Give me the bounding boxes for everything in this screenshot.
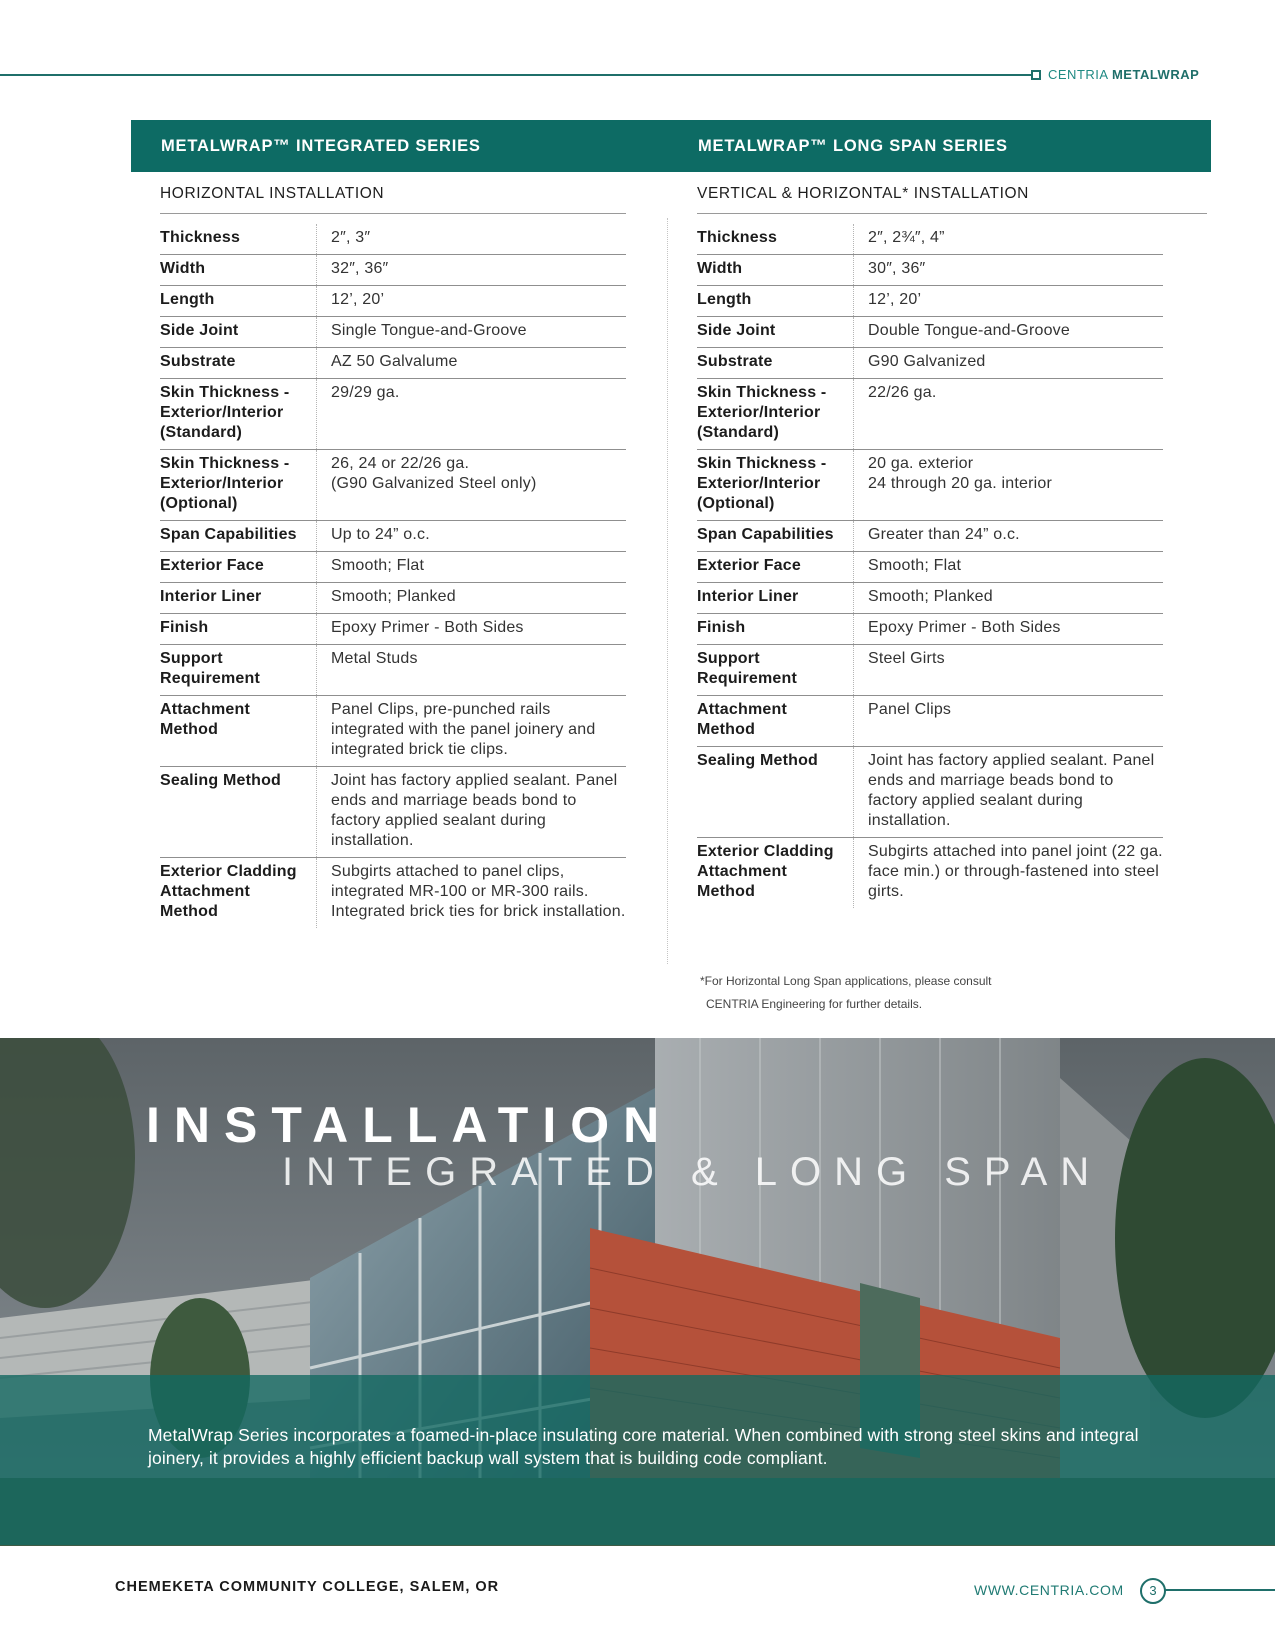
spec-value: 22/26 ga. — [854, 379, 1164, 450]
footer-website-link[interactable]: WWW.CENTRIA.COM — [974, 1582, 1124, 1598]
spec-row — [160, 583, 626, 614]
spec-row — [160, 614, 626, 645]
spec-label: Substrate — [697, 348, 854, 379]
spec-row — [160, 450, 626, 521]
spec-label: Sealing Method — [160, 767, 317, 858]
spec-value: Double Tongue-and-Groove — [854, 317, 1164, 348]
spec-label: Side Joint — [160, 317, 317, 348]
spec-row — [697, 552, 1163, 583]
integrated-series-column — [160, 185, 626, 928]
spec-value: 32″, 36″ — [317, 255, 627, 286]
spec-label: Skin Thickness - Exterior/Interior (Standard) — [160, 379, 317, 450]
spec-row — [697, 348, 1163, 379]
spec-value: AZ 50 Galvalume — [317, 348, 627, 379]
installation-title: INSTALLATION — [146, 1097, 674, 1153]
spec-label: Support Requirement — [160, 645, 317, 696]
spec-row — [697, 614, 1163, 645]
spec-value: Panel Clips, pre-punched rails integrated with the panel joinery and integrated brick tie clips. — [317, 696, 627, 767]
brand-bold: METALWRAP — [1111, 67, 1200, 82]
long-span-series-column — [697, 185, 1207, 908]
spec-value: Up to 24” o.c. — [317, 521, 627, 552]
spec-label: Support Requirement — [697, 645, 854, 696]
spec-value: Smooth; Planked — [854, 583, 1164, 614]
spec-row — [697, 838, 1163, 909]
spec-label: Thickness — [160, 224, 317, 255]
footnote-line-2: CENTRIA Engineering for further details. — [706, 997, 923, 1011]
spec-label: Side Joint — [697, 317, 854, 348]
spec-value: Single Tongue-and-Groove — [317, 317, 627, 348]
spec-value: Joint has factory applied sealant. Panel ends and marriage beads bond to factory applied sealant during installation. — [854, 747, 1164, 838]
footnote — [700, 970, 1100, 1016]
spec-value: Smooth; Planked — [317, 583, 627, 614]
spec-value: Steel Girts — [854, 645, 1164, 696]
header-brand — [1048, 67, 1199, 82]
spec-label: Exterior Cladding Attachment Method — [697, 838, 854, 909]
spec-row — [697, 747, 1163, 838]
spec-row — [160, 224, 626, 255]
spec-value: Greater than 24” o.c. — [854, 521, 1164, 552]
spec-row — [160, 348, 626, 379]
spec-label: Span Capabilities — [160, 521, 317, 552]
spec-value: 12’, 20’ — [317, 286, 627, 317]
spec-value: Joint has factory applied sealant. Panel ends and marriage beads bond to factory applied sealant during installation. — [317, 767, 627, 858]
spec-label: Span Capabilities — [697, 521, 854, 552]
spec-row — [160, 521, 626, 552]
integrated-spec-table — [160, 224, 626, 928]
spec-value: G90 Galvanized — [854, 348, 1164, 379]
spec-value: Smooth; Flat — [317, 552, 627, 583]
spec-value: Epoxy Primer - Both Sides — [317, 614, 627, 645]
right-subheading: VERTICAL & HORIZONTAL* INSTALLATION — [697, 185, 1207, 214]
spec-row — [160, 255, 626, 286]
footer-rule — [1164, 1589, 1275, 1591]
spec-label: Substrate — [160, 348, 317, 379]
spec-row — [697, 645, 1163, 696]
spec-value: Metal Studs — [317, 645, 627, 696]
spec-label: Width — [160, 255, 317, 286]
installation-subtitle: INTEGRATED & LONG SPAN — [282, 1150, 1103, 1194]
left-subheading: HORIZONTAL INSTALLATION — [160, 185, 626, 214]
spec-value: Panel Clips — [854, 696, 1164, 747]
spec-label: Length — [697, 286, 854, 317]
page-number: 3 — [1140, 1578, 1166, 1604]
spec-value: Subgirts attached to panel clips, integrated MR-100 or MR-300 rails. Integrated brick ties for brick installation. — [331, 863, 626, 920]
spec-row — [697, 224, 1163, 255]
spec-row — [697, 521, 1163, 552]
photo-caption-text: MetalWrap Series incorporates a foamed-in-place insulating core material. When combined with strong steel skins and integral joinery, it provides a highly efficient backup wall system that is building code compliant. — [148, 1425, 1139, 1468]
spec-label: Thickness — [697, 224, 854, 255]
spec-label: Skin Thickness - Exterior/Interior (Optional) — [160, 450, 317, 521]
spec-label: Attachment Method — [697, 696, 854, 747]
spec-value: 2″, 2¾″, 4” — [854, 224, 1164, 255]
spec-value: 12’, 20’ — [854, 286, 1164, 317]
header-square-icon — [1031, 70, 1041, 80]
right-series-title: METALWRAP™ LONG SPAN SERIES — [698, 137, 1008, 155]
spec-row — [160, 379, 626, 450]
spec-value: Smooth; Flat — [854, 552, 1164, 583]
spec-row — [697, 450, 1163, 521]
spec-row — [160, 645, 626, 696]
spec-value: 26, 24 or 22/26 ga. (G90 Galvanized Steel only) — [317, 450, 627, 521]
spec-label: Exterior Face — [697, 552, 854, 583]
spec-value: Epoxy Primer - Both Sides — [854, 614, 1164, 645]
spec-row — [160, 552, 626, 583]
spec-row — [160, 286, 626, 317]
spec-value: 29/29 ga. — [317, 379, 627, 450]
spec-label: Skin Thickness - Exterior/Interior (Optional) — [697, 450, 854, 521]
footer-location: CHEMEKETA COMMUNITY COLLEGE, SALEM, OR — [115, 1579, 500, 1595]
spec-row — [160, 317, 626, 348]
spec-row — [697, 317, 1163, 348]
spec-row — [160, 767, 626, 858]
spec-row — [697, 379, 1163, 450]
spec-label: Interior Liner — [697, 583, 854, 614]
spec-label: Finish — [697, 614, 854, 645]
spec-value: Subgirts attached into panel joint (22 ga. face min.) or through-fastened into steel girts. — [868, 843, 1163, 900]
spec-row — [697, 696, 1163, 747]
spec-label: Exterior Face — [160, 552, 317, 583]
brand-light: CENTRIA — [1048, 67, 1108, 82]
spec-row — [160, 696, 626, 767]
spec-row — [160, 858, 626, 929]
spec-label: Width — [697, 255, 854, 286]
spec-value: 30″, 36″ — [854, 255, 1164, 286]
spec-row — [697, 583, 1163, 614]
spec-label: Sealing Method — [697, 747, 854, 838]
left-series-title: METALWRAP™ INTEGRATED SERIES — [161, 137, 481, 155]
long-span-spec-table — [697, 224, 1163, 908]
spec-row — [697, 255, 1163, 286]
spec-label: Attachment Method — [160, 696, 317, 767]
spec-label: Length — [160, 286, 317, 317]
column-divider — [667, 218, 668, 964]
spec-value: 2″, 3″ — [317, 224, 627, 255]
spec-value: 20 ga. exterior 24 through 20 ga. interior — [854, 450, 1164, 521]
series-header-band — [131, 120, 1211, 172]
header-rule — [0, 74, 1032, 76]
spec-label: Finish — [160, 614, 317, 645]
spec-row — [697, 286, 1163, 317]
spec-label: Interior Liner — [160, 583, 317, 614]
photo-caption-band — [0, 1375, 1275, 1545]
footnote-line-1: *For Horizontal Long Span applications, please consult — [700, 974, 992, 988]
spec-label: Skin Thickness - Exterior/Interior (Standard) — [697, 379, 854, 450]
spec-label: Exterior Cladding Attachment Method — [160, 858, 317, 929]
